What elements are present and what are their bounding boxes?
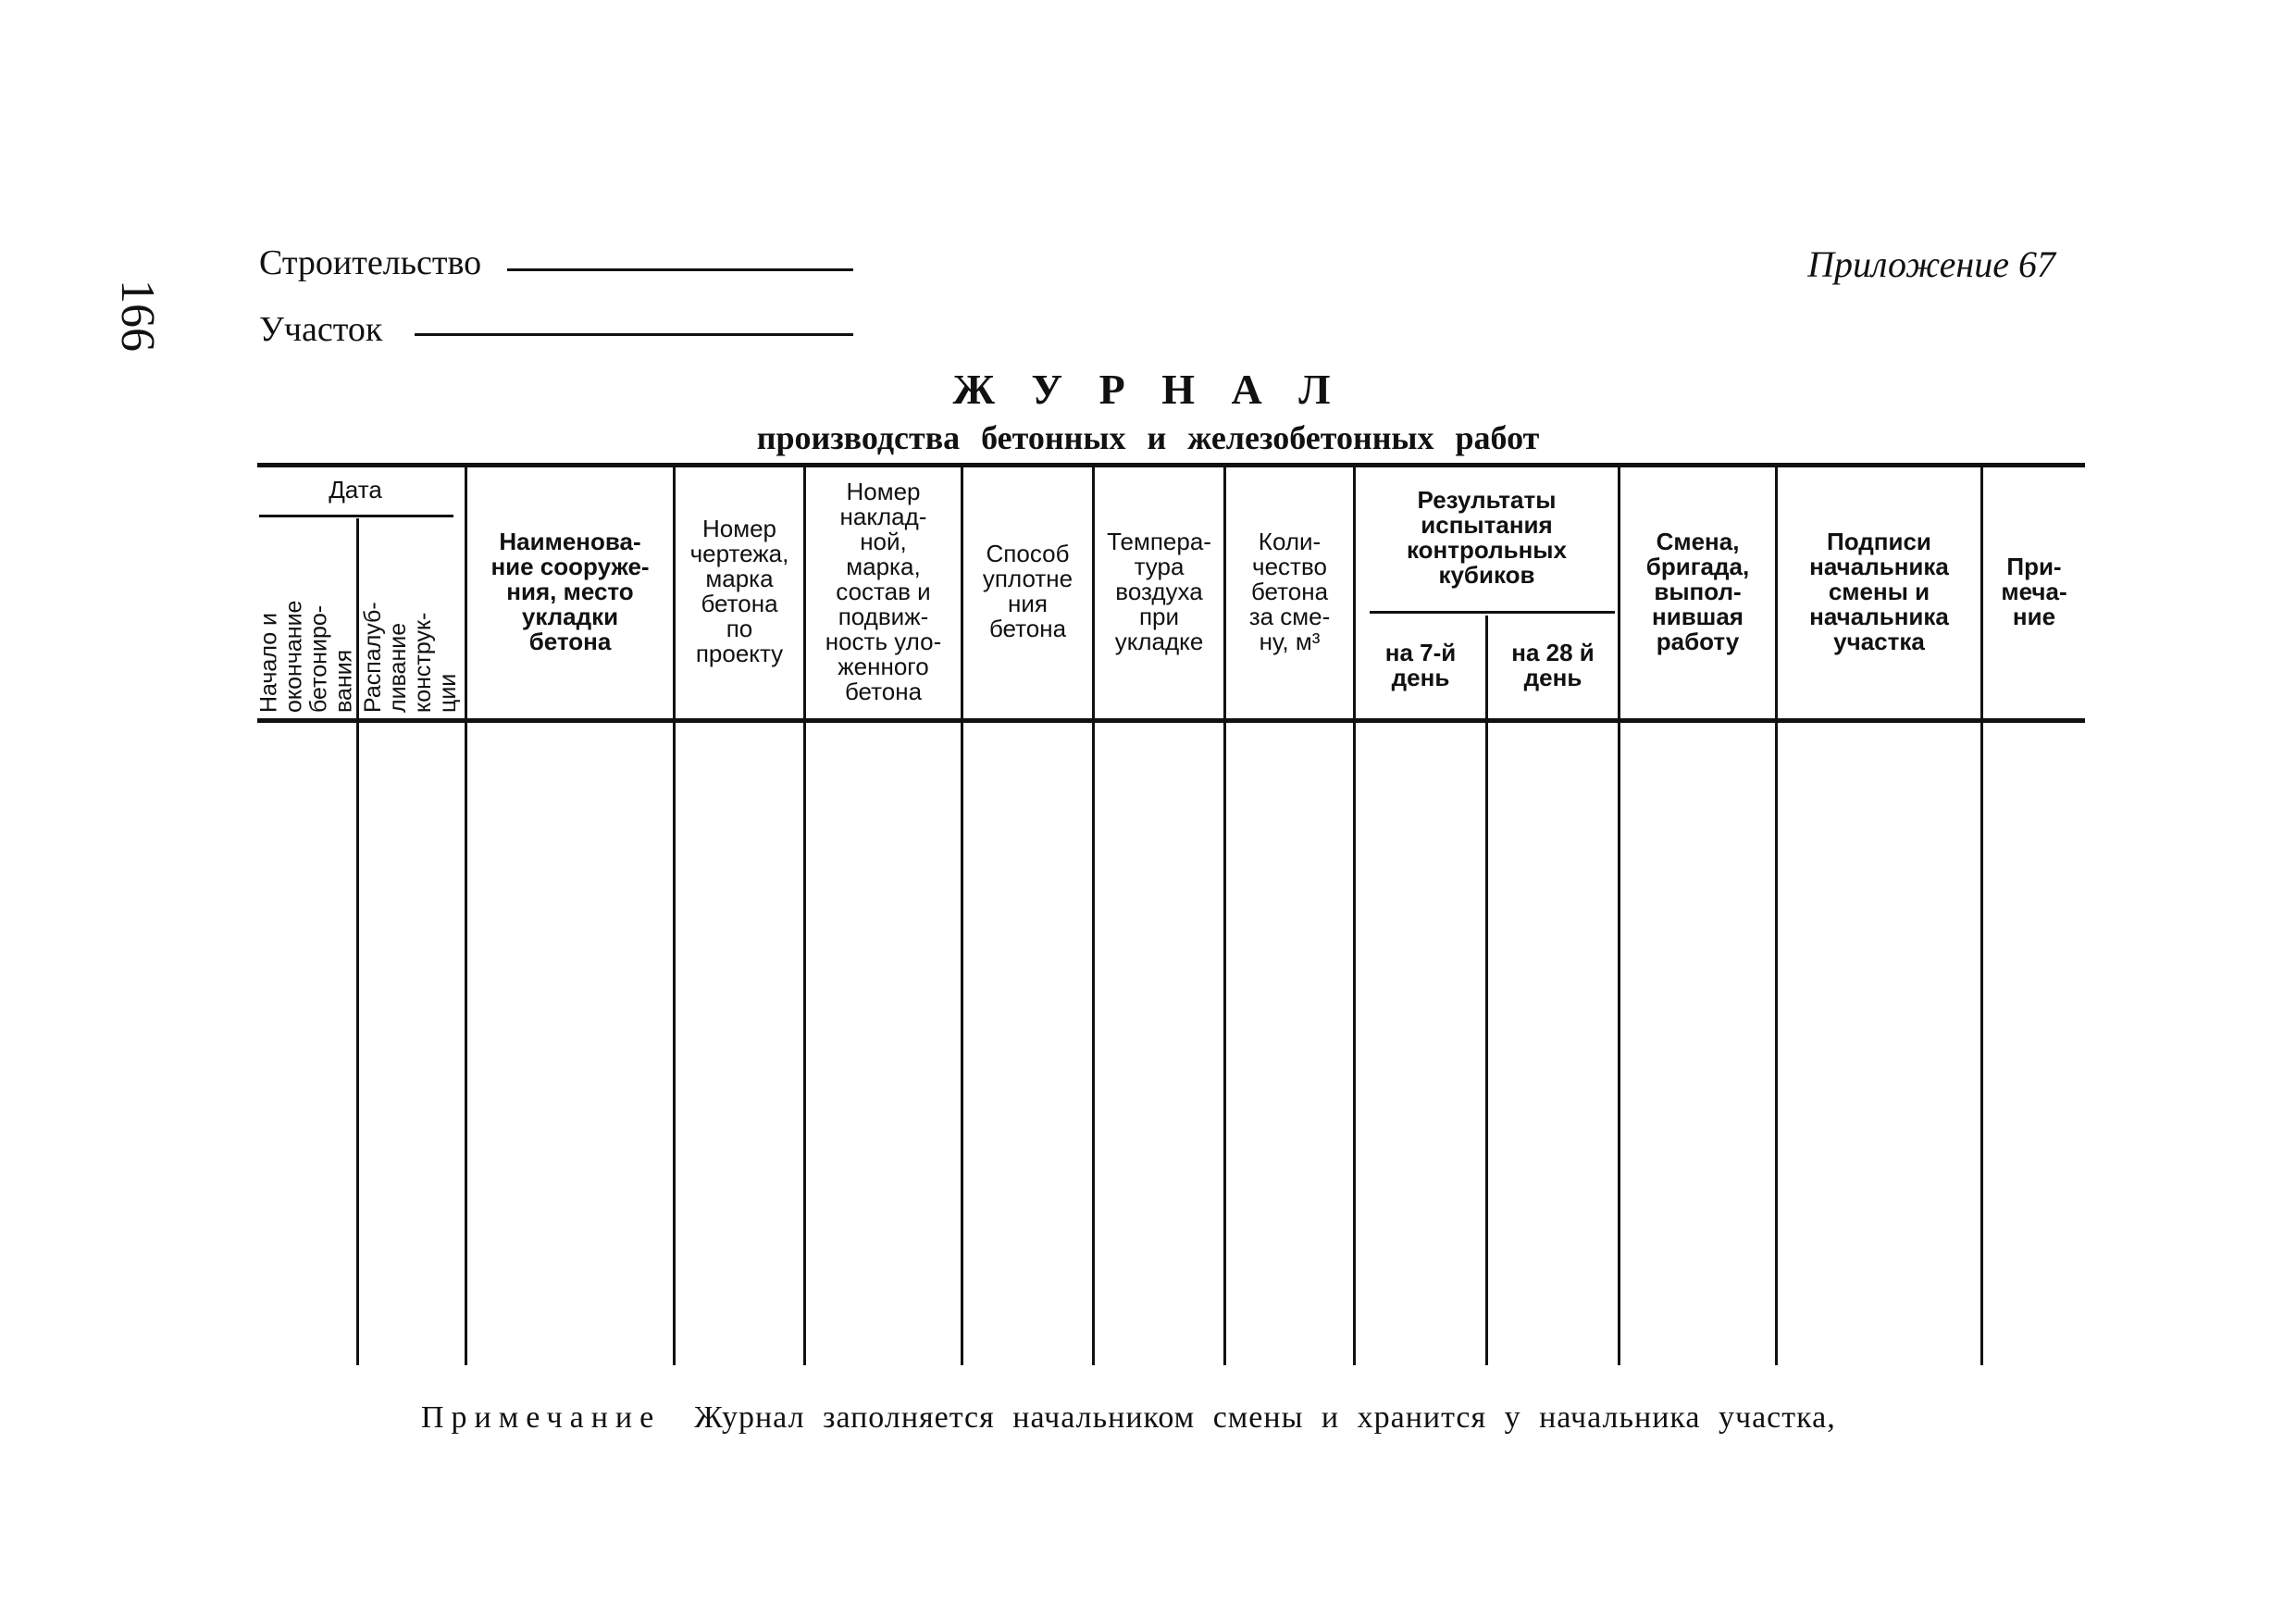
header-compaction: Способ уплотне ния бетона	[982, 540, 1074, 642]
page-number: 166	[111, 280, 164, 352]
header-structure-name: Наименова- ние сооруже- ния, место укладки бетона	[490, 527, 650, 655]
header-bottom-rule	[257, 718, 2085, 723]
table-body[interactable]	[257, 726, 2085, 1364]
header-date-formwork: Распалуб- ливание конструк- ции	[360, 602, 461, 713]
section-field-line[interactable]	[415, 333, 853, 336]
footnote-label: Примечание	[421, 1400, 662, 1435]
construction-label: Строительство	[259, 243, 482, 282]
header-shift: Смена, бригада, выпол- нившая работу	[1645, 527, 1750, 655]
header-temperature: Темпера- тура воздуха при укладке	[1107, 527, 1211, 655]
journal-title: Ж У Р Н А Л	[952, 366, 1344, 413]
journal-subtitle: производства бетонных и железобетонных работ	[756, 419, 1540, 456]
test-group-rule	[1370, 611, 1615, 614]
header-date-start-end: Начало и окончание бетониро- вания	[255, 600, 357, 713]
header-signatures: Подписи начальника смены и начальника участка	[1809, 527, 1949, 655]
table-top-rule	[257, 463, 2085, 467]
footnote	[421, 1400, 1836, 1436]
section-label: Участок	[259, 310, 383, 349]
construction-field-line[interactable]	[507, 268, 853, 271]
header-test-day7: на 7-й день	[1384, 639, 1457, 691]
appendix-label: Приложение 67	[1807, 243, 2055, 285]
header-date-group: Дата	[329, 475, 382, 504]
header-drawing-no: Номер чертежа, марка бетона по проекту	[689, 515, 789, 667]
header-quantity: Коли- чество бетона за сме- ну, м³	[1248, 527, 1331, 655]
header-test-results: Результаты испытания контрольных кубиков	[1407, 486, 1567, 589]
header-test-day28: на 28 й день	[1511, 639, 1595, 691]
date-group-rule	[259, 515, 453, 517]
footnote-text: Журнал заполняется начальником смены и хранится у начальника участка,	[694, 1400, 1836, 1435]
header-notes: При- меча- ние	[2001, 552, 2067, 630]
header-waybill-no: Номер наклад- ной, марка, состав и подвиж- ность уло- женного бетона	[825, 477, 942, 705]
